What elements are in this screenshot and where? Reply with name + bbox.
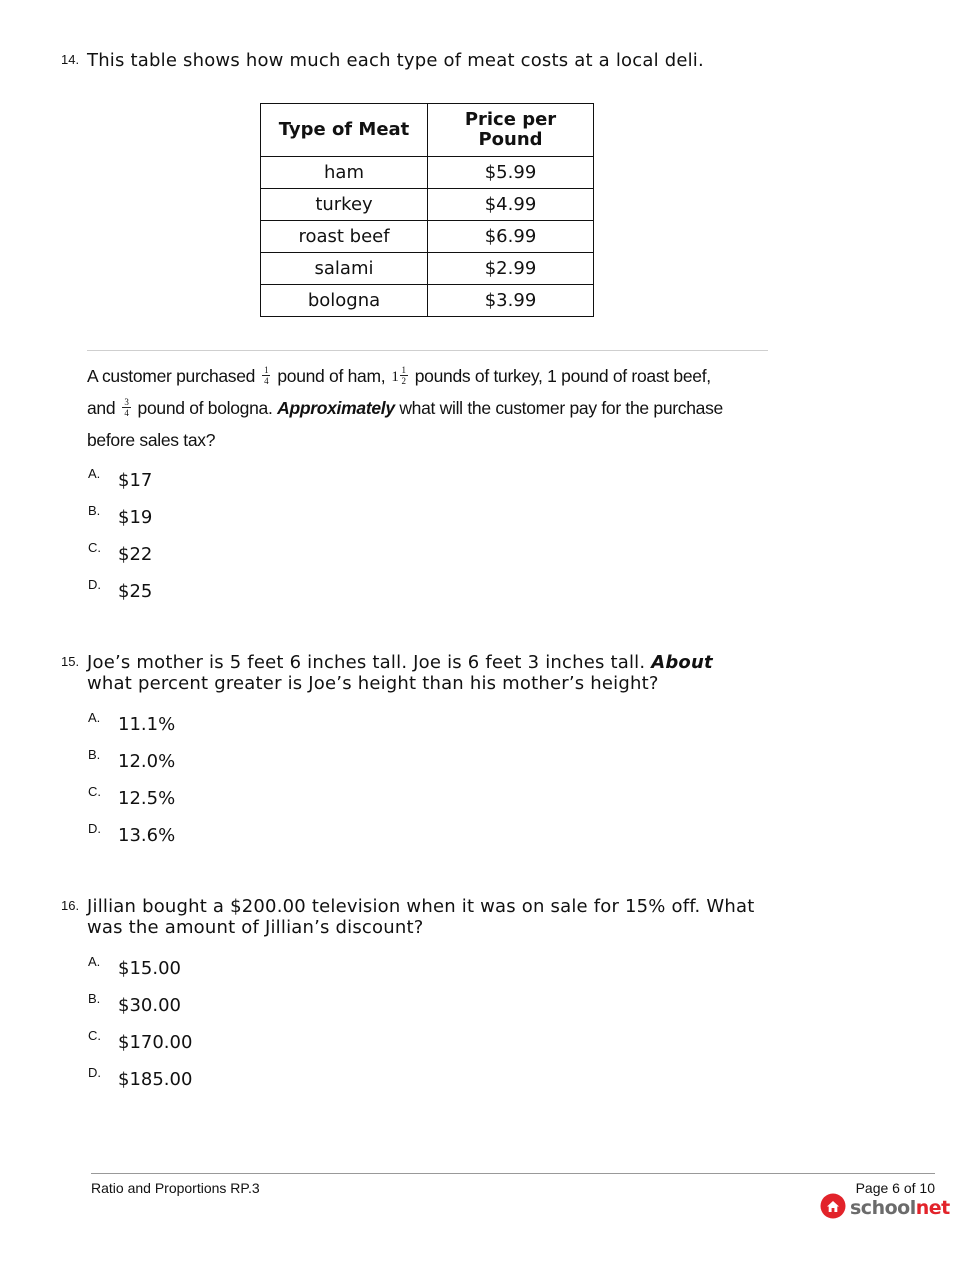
stem-text: A customer purchased xyxy=(87,366,256,386)
question-14-number: 14. xyxy=(61,52,80,67)
option-value: $15.00 xyxy=(118,958,181,979)
stem-text: what will the customer pay for the purchase xyxy=(399,398,723,418)
option-letter: B. xyxy=(88,991,101,1006)
stem-text: pound of bologna. xyxy=(137,398,273,418)
logo-wordmark xyxy=(850,1197,950,1219)
mixed-number-whole: 1 xyxy=(391,368,399,385)
fraction-denominator: 4 xyxy=(124,407,129,418)
meat-name: bologna xyxy=(261,285,428,317)
fraction-three-quarters xyxy=(122,397,130,418)
meat-price: $6.99 xyxy=(428,221,594,253)
meat-price: $5.99 xyxy=(428,157,594,189)
table-row xyxy=(261,189,594,221)
option-value: 12.0% xyxy=(118,751,176,772)
table-header-row xyxy=(261,104,594,157)
fraction-one-quarter xyxy=(262,365,270,386)
meat-price-table xyxy=(260,103,594,317)
footer-divider xyxy=(91,1173,935,1174)
meat-name: salami xyxy=(261,253,428,285)
meat-name: turkey xyxy=(261,189,428,221)
option-letter: A. xyxy=(88,710,101,725)
fraction-one-half xyxy=(400,365,408,386)
option-letter: A. xyxy=(88,466,101,481)
fraction-numerator: 3 xyxy=(124,396,129,407)
table-header-price xyxy=(428,104,594,157)
question-15-text xyxy=(87,652,787,694)
option-letter: C. xyxy=(88,540,101,555)
table-row xyxy=(261,221,594,253)
question-16-text xyxy=(87,896,787,938)
option-value: $170.00 xyxy=(118,1032,193,1053)
option-value: $19 xyxy=(118,507,153,528)
question-text: Joe’s mother is 5 feet 6 inches tall. Joe is 6 feet 3 inches tall. xyxy=(87,652,646,673)
meat-price: $3.99 xyxy=(428,285,594,317)
fraction-denominator: 2 xyxy=(401,375,406,386)
schoolnet-logo xyxy=(820,1194,950,1222)
logo-school: school xyxy=(850,1197,916,1219)
option-value: 13.6% xyxy=(118,825,176,846)
option-letter: A. xyxy=(88,954,101,969)
option-value: $185.00 xyxy=(118,1069,193,1090)
table-header-type: Type of Meat xyxy=(261,104,428,157)
option-value: $30.00 xyxy=(118,995,181,1016)
fraction-numerator: 1 xyxy=(401,364,406,375)
option-value: 11.1% xyxy=(118,714,176,735)
question-emphasis: About xyxy=(651,652,713,673)
stem-text: pounds of turkey, 1 pound of roast beef, xyxy=(414,366,711,386)
question-14-intro: This table shows how much each type of meat costs at a local deli. xyxy=(87,50,704,71)
table-header-price-text: Price per Pound xyxy=(464,109,557,150)
question-16-number: 16. xyxy=(61,898,80,913)
fraction-numerator: 1 xyxy=(264,364,269,375)
table-row xyxy=(261,157,594,189)
meat-name: roast beef xyxy=(261,221,428,253)
meat-name: ham xyxy=(261,157,428,189)
option-letter: D. xyxy=(88,821,101,836)
stem-text: pound of ham, xyxy=(277,366,386,386)
table-row xyxy=(261,253,594,285)
question-14-stem-line-2 xyxy=(87,398,723,420)
page-number: Page 6 of 10 xyxy=(855,1180,935,1196)
option-letter: B. xyxy=(88,747,101,762)
meat-price: $4.99 xyxy=(428,189,594,221)
option-value: $25 xyxy=(118,581,153,602)
option-letter: C. xyxy=(88,1028,101,1043)
option-letter: C. xyxy=(88,784,101,799)
stem-text: and xyxy=(87,398,116,418)
question-15-number: 15. xyxy=(61,654,80,669)
option-letter: B. xyxy=(88,503,101,518)
question-14-stem-line-1 xyxy=(87,366,711,388)
fraction-denominator: 4 xyxy=(264,375,269,386)
house-icon xyxy=(820,1193,846,1224)
footer-title: Ratio and Proportions RP.3 xyxy=(91,1180,260,1196)
option-value: 12.5% xyxy=(118,788,176,809)
question-text: Jillian bought a $200.00 television when it was on sale for 15% off. What xyxy=(87,896,755,917)
stem-emphasis: Approximately xyxy=(277,398,395,418)
logo-net: net xyxy=(915,1197,950,1219)
section-divider xyxy=(87,350,768,351)
option-value: $17 xyxy=(118,470,153,491)
meat-price: $2.99 xyxy=(428,253,594,285)
option-letter: D. xyxy=(88,1065,101,1080)
option-value: $22 xyxy=(118,544,153,565)
question-text: was the amount of Jillian’s discount? xyxy=(87,917,424,938)
question-14-stem-line-3: before sales tax? xyxy=(87,430,216,450)
option-letter: D. xyxy=(88,577,101,592)
table-row xyxy=(261,285,594,317)
question-text: what percent greater is Joe’s height than his mother’s height? xyxy=(87,673,659,694)
